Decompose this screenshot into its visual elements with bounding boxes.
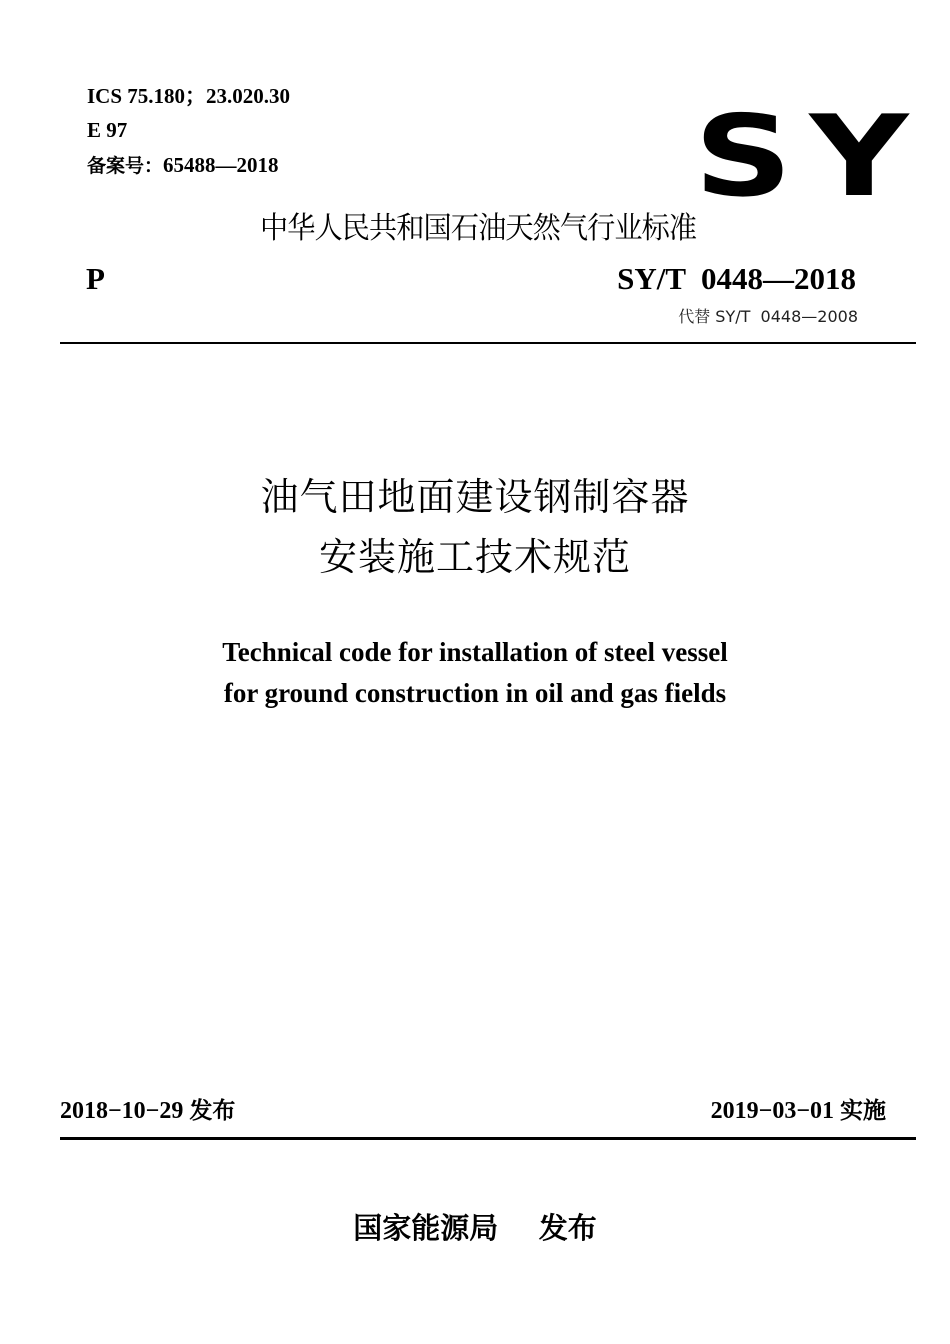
sy-logo: SY	[694, 92, 926, 222]
publisher-line	[0, 1208, 950, 1248]
effective-date-line	[711, 1096, 886, 1126]
title-cn-line1: 油气田地面建设钢制容器	[260, 475, 690, 519]
publisher-name: 国家能源局	[353, 1211, 499, 1245]
standard-number: SY/T 0448—2018	[617, 261, 856, 296]
category-code: P	[86, 261, 105, 296]
industry-standard-title: 中华人民共和国石油天然气行业标准	[260, 211, 697, 246]
title-cn-line2: 安装施工技术规范	[318, 535, 631, 579]
issue-date: 2018−10−29	[60, 1098, 184, 1124]
effective-label: 实施	[840, 1098, 886, 1124]
title-en-line1: Technical code for installation of steel vessel	[222, 637, 728, 667]
footer-divider	[60, 1137, 916, 1140]
publish-label: 发布	[538, 1211, 597, 1245]
record-number-line	[87, 153, 279, 178]
effective-date: 2019−03−01	[710, 1098, 834, 1124]
header-divider	[60, 342, 916, 344]
record-label: 备案号：	[87, 155, 164, 177]
title-en-line2: for ground construction in oil and gas fields	[223, 678, 727, 708]
issue-label: 发布	[189, 1098, 236, 1124]
ics-code: ICS 75.180；23.020.30	[87, 84, 291, 108]
replaces-note: 代替 SY/T 0448—2008	[678, 307, 858, 326]
ccs-code: E 97	[87, 118, 128, 142]
record-number: 65488—2018	[163, 153, 279, 177]
issue-date-line	[60, 1096, 235, 1126]
